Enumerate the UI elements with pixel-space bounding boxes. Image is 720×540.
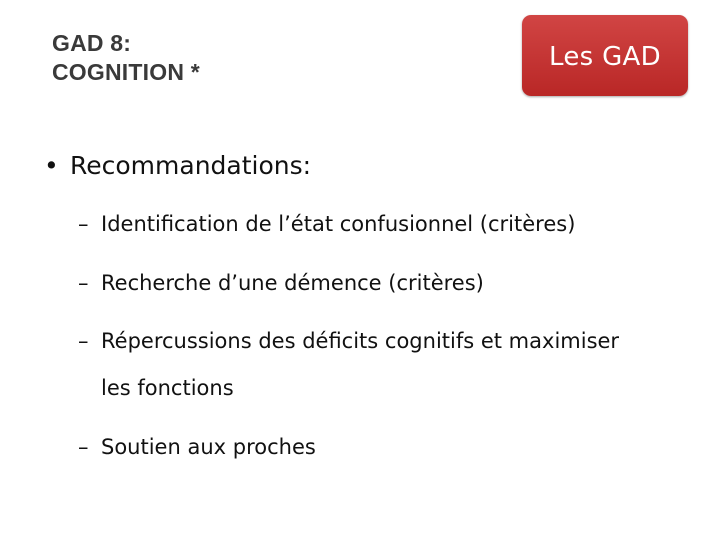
- title-line-2: COGNITION *: [52, 59, 200, 85]
- bullet-icon: •: [44, 151, 59, 180]
- dash-icon: –: [78, 271, 89, 295]
- dash-icon: –: [78, 212, 89, 236]
- sub-item-text: Soutien aux proches: [101, 435, 316, 459]
- sub-item-text: Recherche d’une démence (critères): [101, 271, 484, 295]
- les-gad-badge: [522, 15, 688, 96]
- bullet-text: Recommandations:: [70, 151, 312, 180]
- sub-item-repercussions-continuation: les fonctions: [101, 376, 234, 400]
- sub-item-identification: [78, 209, 575, 239]
- sub-item-repercussions: [78, 326, 619, 356]
- title-line-1: GAD 8:: [52, 30, 132, 56]
- slide-title: [52, 29, 200, 87]
- sub-item-text: Identification de l’état confusionnel (critères): [101, 212, 576, 236]
- sub-item-recherche: [78, 268, 484, 298]
- dash-icon: –: [78, 435, 89, 459]
- badge-label: Les GAD: [549, 41, 661, 72]
- dash-icon: –: [78, 329, 89, 353]
- main-bullet: [44, 148, 311, 184]
- sub-item-text: Répercussions des déficits cognitifs et maximiser: [101, 329, 620, 353]
- sub-item-soutien: [78, 432, 316, 462]
